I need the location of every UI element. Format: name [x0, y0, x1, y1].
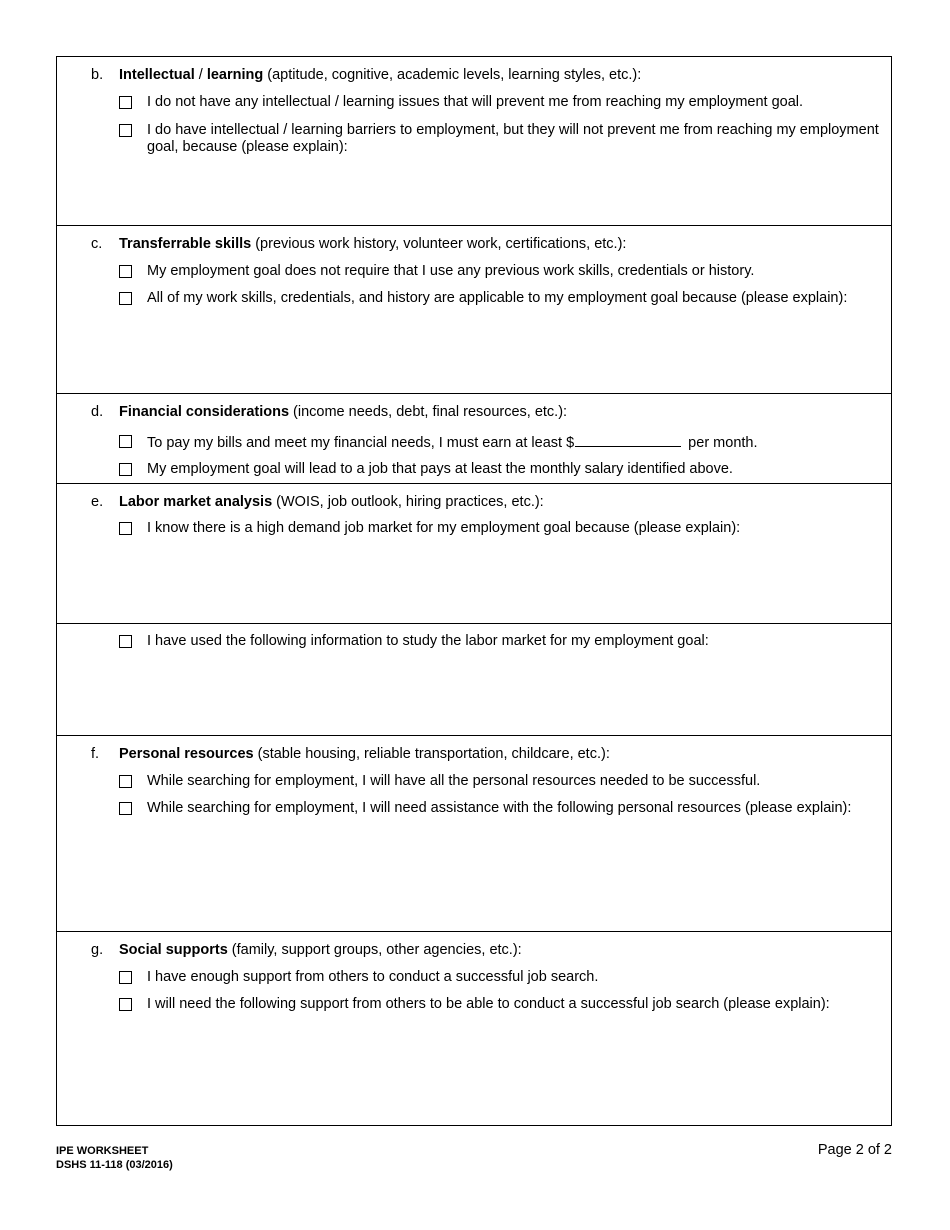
section-description: (aptitude, cognitive, academic levels, learning styles, etc.): [263, 67, 642, 83]
option-label: I do not have any intellectual / learning issues that will prevent me from reaching my employment goal. [147, 94, 804, 110]
monthly-amount-field[interactable] [575, 433, 681, 447]
section-title: Social supports [119, 942, 228, 958]
section-heading [119, 942, 881, 958]
form-identifier [56, 1144, 173, 1172]
checkbox[interactable] [119, 971, 132, 984]
section-letter: d. [91, 404, 104, 420]
section-heading [119, 746, 881, 762]
option-label: While searching for employment, I will have all the personal resources needed to be successful. [147, 773, 761, 789]
option-no-learning-issues [119, 94, 879, 111]
option-monthly-earnings [119, 433, 879, 452]
option-text-before: To pay my bills and meet my financial needs, I must earn at least $ [147, 435, 575, 451]
checkbox[interactable] [119, 96, 132, 109]
checkbox[interactable] [119, 522, 132, 535]
option-high-demand-explain [119, 520, 879, 537]
section-letter: f. [91, 746, 100, 762]
checkbox[interactable] [119, 292, 132, 305]
checkbox[interactable] [119, 635, 132, 648]
option-learning-barriers-explain [119, 122, 879, 156]
section-personal-resources [57, 735, 891, 931]
option-label: I have enough support from others to conduct a successful job search. [147, 969, 599, 985]
checkbox[interactable] [119, 435, 132, 448]
section-description: (family, support groups, other agencies, etc.): [227, 942, 522, 958]
option-label: All of my work skills, credentials, and history are applicable to my employment goal because (please explain): [147, 290, 848, 306]
section-labor-market-information [57, 623, 891, 735]
checkbox[interactable] [119, 265, 132, 278]
option-text-after: per month. [684, 435, 758, 451]
section-letter: c. [91, 236, 103, 252]
page-number: Page 2 of 2 [817, 1142, 892, 1158]
section-title: Financial considerations [119, 404, 290, 420]
section-transferrable-skills [57, 225, 891, 393]
option-label: My employment goal will lead to a job that pays at least the monthly salary identified above. [147, 461, 733, 477]
checkbox[interactable] [119, 124, 132, 137]
worksheet-form [56, 56, 892, 1126]
option-needs-support-explain [119, 996, 879, 1013]
section-description: (stable housing, reliable transportation, childcare, etc.): [253, 746, 610, 762]
section-description: (income needs, debt, final resources, etc.): [289, 404, 568, 420]
section-letter: b. [91, 67, 104, 83]
section-heading [119, 67, 881, 83]
section-letter: e. [91, 494, 104, 510]
option-no-previous-skills [119, 263, 879, 280]
option-label [147, 433, 879, 452]
section-intellectual-learning [57, 57, 891, 225]
option-label: I do have intellectual / learning barriers to employment, but they will not prevent me from reaching my employment goal, because (please explain): [147, 122, 879, 155]
section-heading [119, 494, 881, 510]
section-title: Personal resources [119, 746, 254, 762]
form-number: DSHS 11-118 (03/2016) [56, 1159, 173, 1171]
checkbox[interactable] [119, 802, 132, 815]
section-letter: g. [91, 942, 104, 958]
option-label: I have used the following information to study the labor market for my employment goal: [147, 633, 709, 649]
section-description: (previous work history, volunteer work, certifications, etc.): [251, 236, 627, 252]
section-title: Labor market analysis [119, 494, 273, 510]
section-title: Transferrable skills [119, 236, 252, 252]
option-skills-applicable-explain [119, 290, 879, 307]
section-title-separator: / [194, 67, 207, 83]
checkbox[interactable] [119, 775, 132, 788]
section-description: (WOIS, job outlook, hiring practices, etc.): [272, 494, 544, 510]
option-needs-resources-explain [119, 800, 879, 817]
option-salary-goal [119, 461, 879, 478]
checkbox[interactable] [119, 463, 132, 476]
checkbox[interactable] [119, 998, 132, 1011]
form-name: IPE WORKSHEET [56, 1145, 149, 1157]
section-title-2: learning [206, 67, 264, 83]
option-label: While searching for employment, I will need assistance with the following personal resources (please explain): [147, 800, 852, 816]
section-heading [119, 236, 881, 252]
section-labor-market-analysis [57, 483, 891, 623]
section-financial-considerations [57, 393, 891, 483]
option-labor-market-info-sources [119, 633, 879, 650]
section-title: Intellectual [119, 67, 195, 83]
option-label: My employment goal does not require that I use any previous work skills, credentials or history. [147, 263, 755, 279]
section-social-supports [57, 931, 891, 1125]
option-has-personal-resources [119, 773, 879, 790]
option-enough-support [119, 969, 879, 986]
option-label: I will need the following support from others to be able to conduct a successful job search (please explain): [147, 996, 830, 1012]
option-label: I know there is a high demand job market for my employment goal because (please explain): [147, 520, 741, 536]
section-heading [119, 404, 881, 420]
